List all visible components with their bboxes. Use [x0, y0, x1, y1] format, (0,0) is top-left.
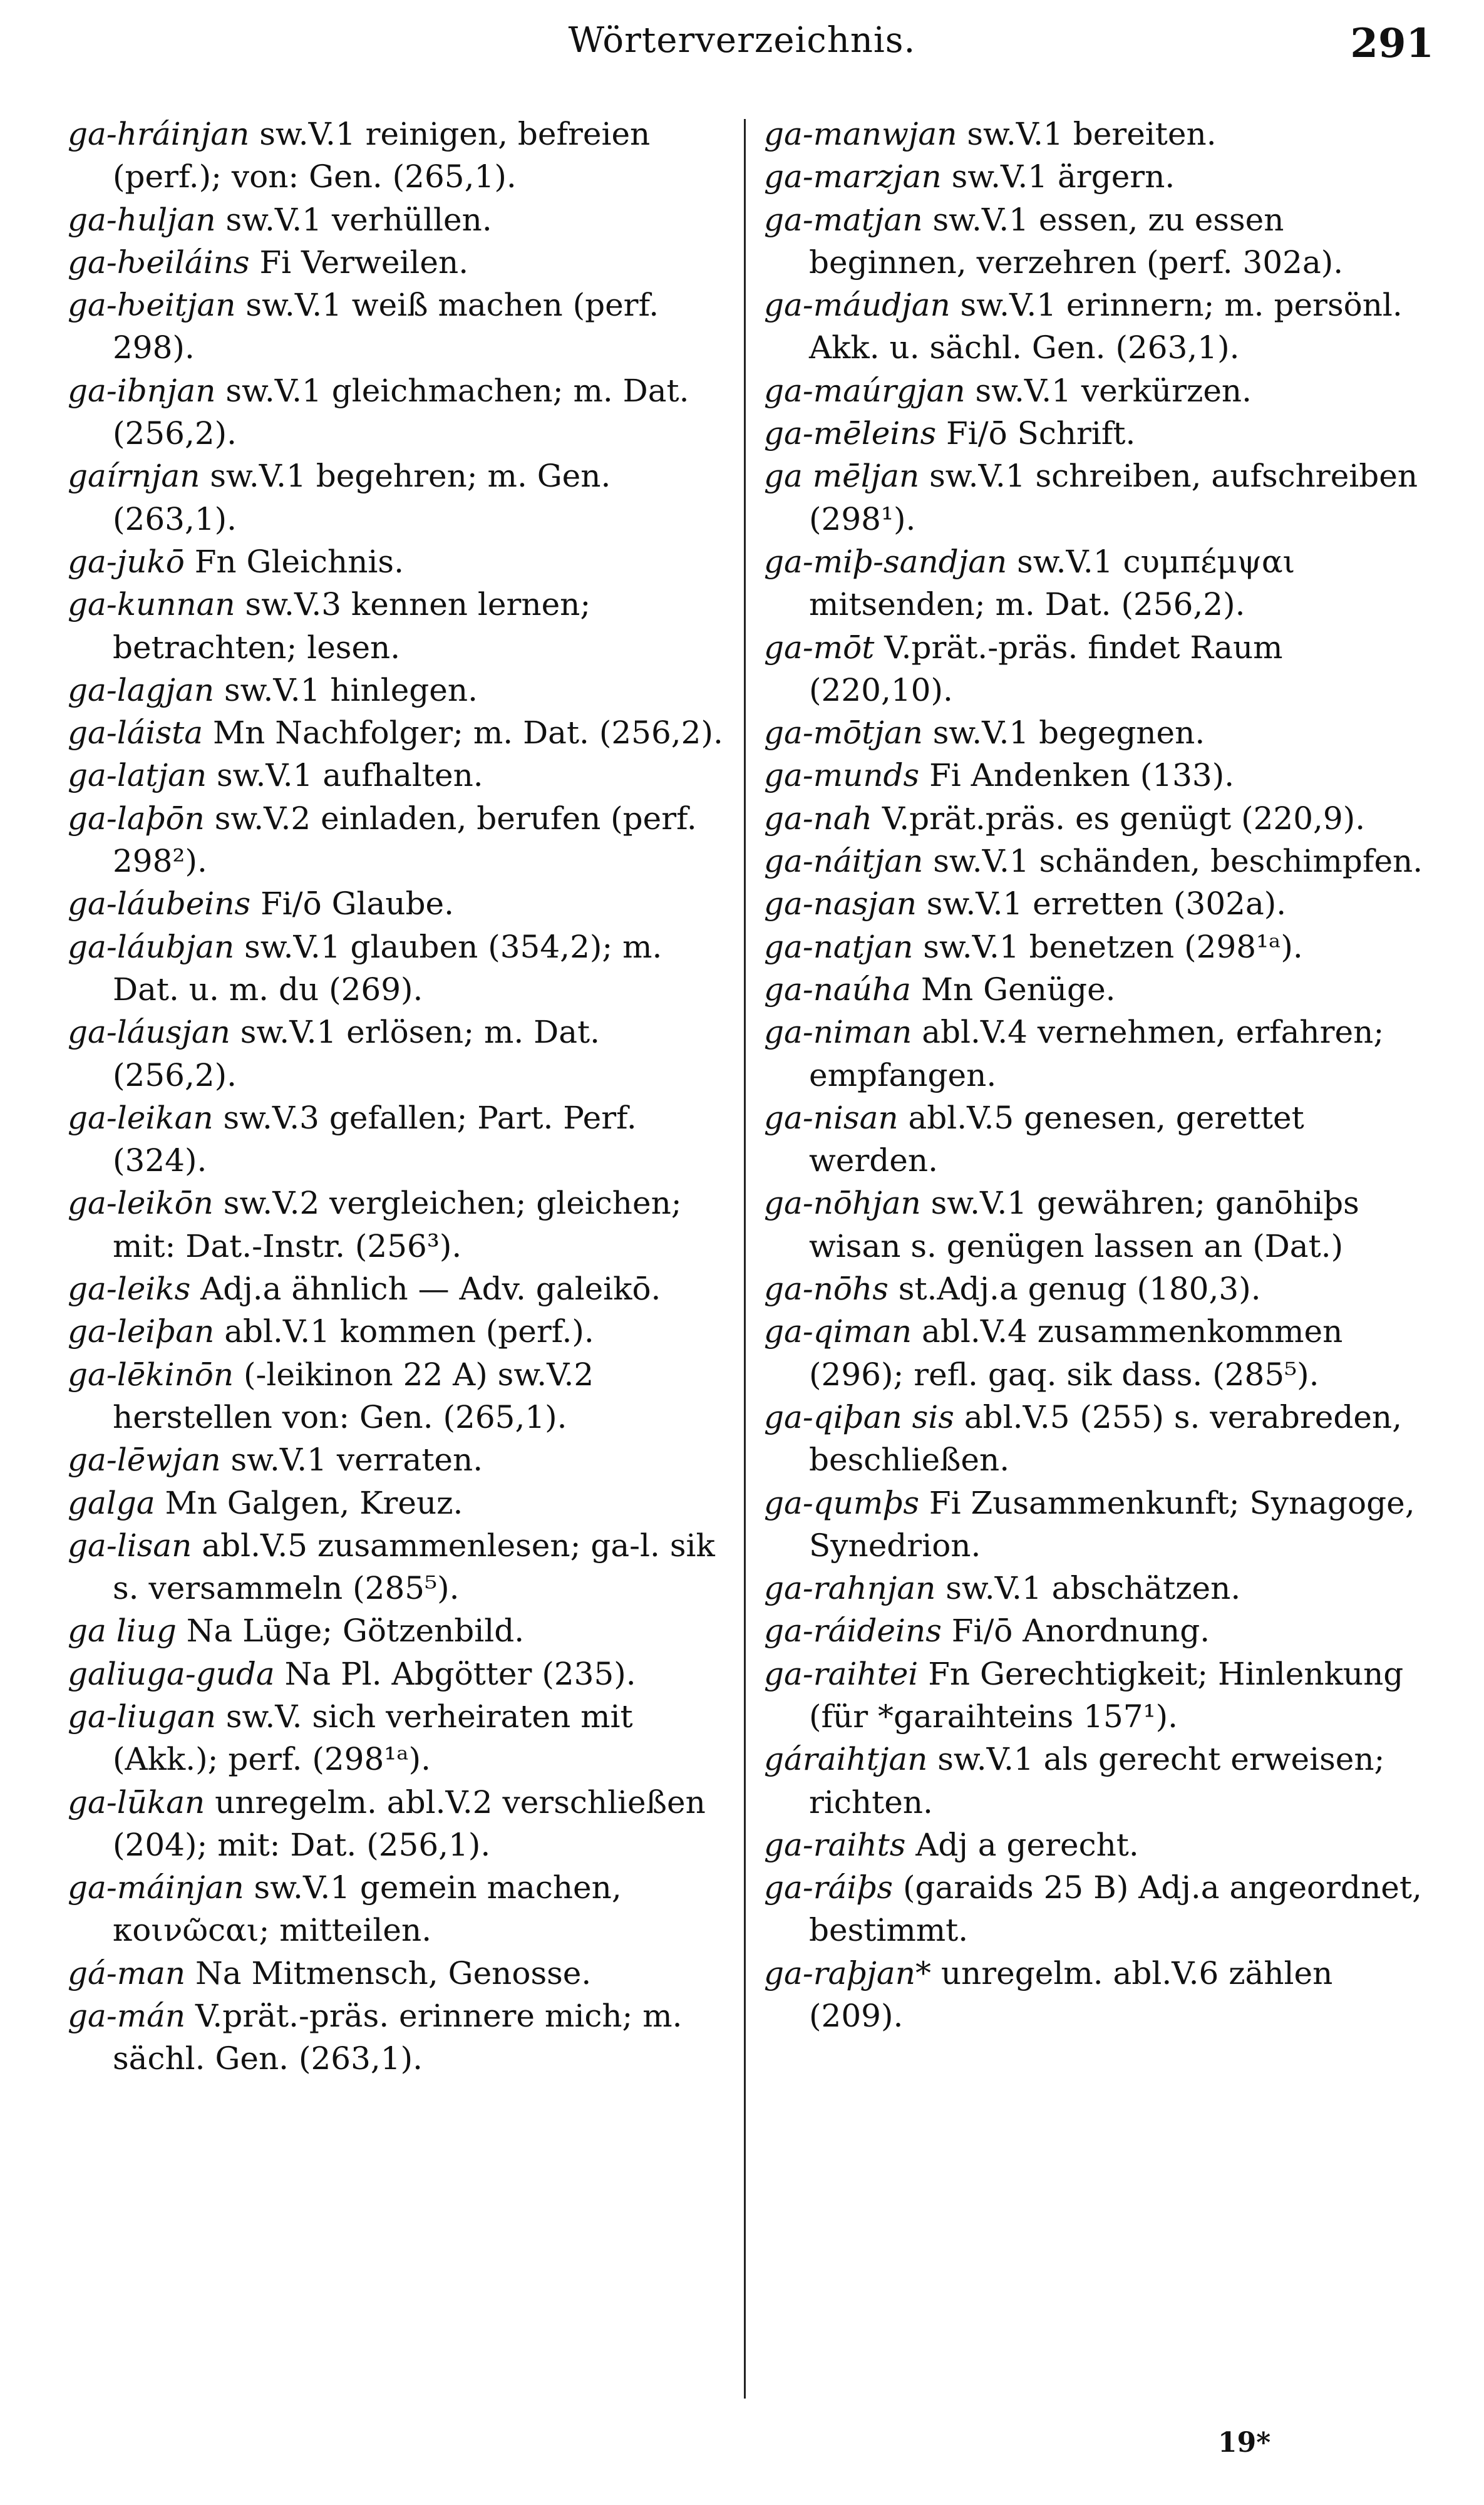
headword: ga-láubeins — [68, 886, 251, 922]
dictionary-entry — [68, 711, 731, 754]
definition: sw.V.1 begehren; m. Gen. (263,1). — [113, 458, 621, 537]
dictionary-entry — [68, 1952, 731, 1995]
headword: ga-lūkan — [68, 1784, 205, 1821]
definition: abl.V.5 (255) s. verabreden, beschließen. — [809, 1398, 1412, 1479]
definition: sw.V.1 weiß machen (perf. 298). — [113, 287, 669, 366]
headword: ga-náitjan — [764, 843, 924, 880]
definition: Na Pl. Abgötter (235). — [274, 1655, 636, 1692]
headword: ga-máudjan — [764, 287, 951, 324]
headword: ga-ibnjan — [68, 372, 216, 409]
headword: ga-ráideins — [764, 1613, 942, 1650]
dictionary-entry — [68, 1097, 731, 1182]
definition: sw.V.1 abschätzen. — [935, 1570, 1241, 1607]
definition: sw.V.1 benetzen (298¹ᵃ). — [913, 928, 1303, 965]
dictionary-entry — [764, 1396, 1428, 1482]
dictionary-entry — [68, 284, 731, 369]
headword: ga liug — [68, 1613, 177, 1650]
headword: ga-matjan — [764, 201, 923, 238]
definition: sw.V.1 schreiben, aufschreiben (298¹). — [809, 458, 1428, 537]
headword: ga-lagjan — [68, 671, 215, 708]
definition: sw.V.1 erinnern; m. persönl. Akk. u. sächl. Gen. (263,1). — [809, 287, 1413, 366]
dictionary-entry — [764, 1824, 1428, 1866]
definition: Fi Zusammenkunft; Synagoge, Synedrion. — [809, 1484, 1425, 1564]
headword: ga-ráiþs — [764, 1869, 894, 1906]
headword: ga-leiþan — [68, 1313, 215, 1350]
dictionary-entry — [764, 1482, 1428, 1568]
definition: Fi/ō Schrift. — [936, 415, 1136, 452]
dictionary-entry — [764, 797, 1428, 840]
definition: sw.V.1 hinlegen. — [214, 671, 478, 708]
definition: sw.V.1 reinigen, befreien (perf.); von: Gen. (265,1). — [113, 116, 661, 195]
definition: Fi Andenken (133). — [919, 757, 1235, 794]
dictionary-entry — [68, 199, 731, 241]
dictionary-entry — [68, 241, 731, 284]
dictionary-entry — [764, 369, 1428, 412]
headword: ga-láista — [68, 715, 204, 752]
headword: ga-munds — [764, 757, 920, 794]
dictionary-entry — [68, 1268, 731, 1310]
headword: ga-mēleins — [764, 415, 937, 452]
page-header — [0, 20, 1484, 76]
headword: ga-nah — [764, 800, 872, 837]
dictionary-entry — [764, 1011, 1428, 1097]
dictionary-entry — [764, 840, 1428, 882]
definition: sw.V.1 aufhalten. — [207, 757, 483, 794]
headword: gá-man — [68, 1955, 186, 1991]
definition: abl.V.1 kommen (perf.). — [214, 1313, 594, 1350]
definition: V.prät.präs. es genügt (220,9). — [872, 800, 1366, 837]
definition: sw.V.1 ärgern. — [941, 158, 1175, 195]
headword: ga-qumþs — [764, 1484, 919, 1521]
definition: abl.V.4 zusammenkommen (296); refl. gaq. sik dass. (285⁵). — [809, 1313, 1353, 1393]
dictionary-entry — [764, 540, 1428, 626]
definition: unregelm. abl.V.6 zählen (209). — [809, 1955, 1343, 2035]
dictionary-entry — [764, 626, 1428, 712]
definition: Adj a gerecht. — [905, 1826, 1139, 1863]
headword: ga-raihtei — [764, 1655, 919, 1692]
dictionary-entry — [68, 669, 731, 711]
dictionary-entry — [764, 284, 1428, 369]
dictionary-entry — [68, 1609, 731, 1652]
dictionary-entry — [764, 1097, 1428, 1182]
dictionary-entry — [764, 1609, 1428, 1652]
headword: ga-rahnjan — [764, 1570, 936, 1607]
dictionary-entry — [764, 1268, 1428, 1310]
headword: ga-naúha — [764, 971, 911, 1008]
headword: ga mēljan — [764, 458, 920, 495]
dictionary-entry — [764, 1567, 1428, 1609]
headword: ga-kunnan — [68, 586, 235, 623]
definition: Fi/ō Glaube. — [250, 886, 455, 922]
definition: sw.V.1 essen, zu essen beginnen, verzehren (perf. 302a). — [809, 201, 1344, 281]
right-column — [764, 113, 1432, 2037]
dictionary-entry — [68, 113, 731, 199]
definition: sw.V.1 verkürzen. — [965, 372, 1252, 409]
definition: sw.V.1 erretten (302a). — [916, 886, 1287, 922]
headword: galiuga-guda — [68, 1655, 275, 1692]
definition: V.prät.-präs. findet Raum (220,10). — [809, 629, 1293, 708]
definition: sw.V.1 gemein machen, κοινῶϲαι; mitteilen. — [113, 1869, 632, 1949]
page-number: 291 — [1350, 20, 1434, 67]
dictionary-entry — [68, 1995, 731, 2080]
headword: ga-lēkinōn — [68, 1356, 234, 1393]
headword: ga-lēwjan — [68, 1442, 221, 1479]
dictionary-entry — [764, 1182, 1428, 1268]
dictionary-entry — [764, 1653, 1428, 1738]
definition: sw.V.1 ϲυμπέμψαι mitsenden; m. Dat. (256,2). — [809, 543, 1306, 623]
definition: sw.V.3 kennen lernen; betrachten; lesen. — [113, 586, 601, 666]
dictionary-entry — [68, 1353, 731, 1439]
dictionary-entry — [68, 882, 731, 925]
headword: ga-láusjan — [68, 1014, 230, 1051]
dictionary-entry — [68, 754, 731, 797]
headword: galga — [68, 1484, 155, 1521]
signature-mark: 19* — [1218, 2427, 1271, 2459]
definition: sw.V.1 gleichmachen; m. Dat. (256,2). — [113, 372, 699, 452]
definition: Mn Genüge. — [910, 971, 1116, 1008]
definition: unregelm. abl.V.2 verschließen (204); mit: Dat. (256,1). — [113, 1784, 716, 1863]
headword: ga-marzjan — [764, 158, 942, 195]
definition: sw.V.1 bereiten. — [957, 116, 1217, 152]
dictionary-entry — [764, 155, 1428, 198]
dictionary-entry — [68, 926, 731, 1011]
headword: ga-máinjan — [68, 1869, 244, 1906]
headword: ga-nasjan — [764, 886, 917, 922]
headword: ga-mán — [68, 1998, 186, 2035]
dictionary-entry — [68, 369, 731, 455]
running-title: Wörterverzeichnis. — [568, 20, 916, 61]
headword: ga-lisan — [68, 1527, 192, 1564]
dictionary-entry — [68, 1695, 731, 1781]
headword: gaírnjan — [68, 458, 200, 495]
headword: ga-latjan — [68, 757, 207, 794]
definition: Na Mitmensch, Genosse. — [185, 1955, 592, 1991]
headword: ga-nōhjan — [764, 1185, 921, 1222]
dictionary-entry — [764, 1738, 1428, 1824]
definition: abl.V.5 genesen, gerettet werden. — [809, 1099, 1314, 1179]
headword: ga-mōtjan — [764, 715, 923, 752]
definition: V.prät.-präs. erinnere mich; m. sächl. Gen. (263,1). — [113, 1998, 693, 2077]
definition: sw.V.1 schänden, beschimpfen. — [923, 843, 1423, 880]
dictionary-entry — [764, 1952, 1428, 2038]
definition: sw.V.3 gefallen; Part. Perf. (324). — [113, 1099, 647, 1179]
headword: ga-liugan — [68, 1698, 216, 1735]
dictionary-entry — [764, 412, 1428, 455]
definition: sw.V.1 verraten. — [220, 1442, 483, 1479]
headword: gáraihtjan — [764, 1741, 928, 1778]
definition: abl.V.4 vernehmen, erfahren; empfangen. — [809, 1014, 1394, 1093]
headword: ga-jukō — [68, 543, 185, 580]
headword: ga-natjan — [764, 928, 914, 965]
definition: sw.V.1 gewähren; ganōhiþs wisan s. genügen lassen an (Dat.) — [809, 1185, 1369, 1264]
headword: ga-ƕeitjan — [68, 287, 236, 324]
dictionary-entry — [68, 540, 731, 583]
headword: ga-leikōn — [68, 1185, 214, 1222]
definition: Fi/ō Anordnung. — [941, 1613, 1210, 1650]
headword: ga-hráinjan — [68, 116, 250, 152]
definition: sw.V. sich verheiraten mit (Akk.); perf. (298¹ᵃ). — [113, 1698, 643, 1778]
headword: ga-laþōn — [68, 800, 205, 837]
dictionary-entry — [68, 1524, 731, 1610]
headword: ga-manwjan — [764, 116, 957, 152]
dictionary-entry — [68, 1182, 731, 1268]
definition: Mn Galgen, Kreuz. — [155, 1484, 463, 1521]
definition: Na Lüge; Götzenbild. — [176, 1613, 525, 1650]
definition: (-leikinon 22 A) sw.V.2 herstellen von: Gen. (265,1). — [113, 1356, 604, 1435]
headword: ga-mōt — [764, 629, 875, 666]
definition: sw.V.1 glauben (354,2); m. Dat. u. m. du (269). — [113, 928, 672, 1008]
headword: ga-qiman — [764, 1313, 912, 1350]
dictionary-entry — [764, 1310, 1428, 1396]
dictionary-entry — [764, 199, 1428, 284]
definition: Adj.a ähnlich — Adv. galeikō. — [190, 1271, 661, 1308]
headword: ga-qiþan sis — [764, 1398, 954, 1435]
definition: Fn Gleichnis. — [184, 543, 404, 580]
definition: st.Adj.a genug (180,3). — [888, 1271, 1261, 1308]
definition: sw.V.2 vergleichen; gleichen; mit: Dat.-Instr. (256³). — [113, 1185, 692, 1264]
definition: Fi Verweilen. — [249, 244, 469, 281]
dictionary-entry — [764, 882, 1428, 925]
dictionary-entry — [68, 1653, 731, 1695]
definition: Fn Gerechtigkeit; Hinlenkung (für *garaihteins 157¹). — [809, 1655, 1414, 1735]
dictionary-entry — [764, 754, 1428, 797]
column-divider — [744, 119, 746, 2399]
headword: ga-miþ-sandjan — [764, 543, 1007, 580]
dictionary-entry — [68, 455, 731, 540]
dictionary-entry — [764, 968, 1428, 1011]
definition: Mn Nachfolger; m. Dat. (256,2). — [203, 715, 723, 752]
dictionary-entry — [68, 1438, 731, 1481]
dictionary-entry — [764, 1866, 1432, 1952]
headword: ga-niman — [764, 1014, 912, 1051]
definition: sw.V.1 als gerecht erweisen; richten. — [809, 1741, 1395, 1821]
headword: ga-nōhs — [764, 1271, 889, 1308]
definition: abl.V.5 zusammenlesen; ga-l. sik s. versammeln (285⁵). — [113, 1527, 725, 1607]
headword: ga-leikan — [68, 1099, 214, 1136]
left-column — [68, 113, 731, 2080]
dictionary-entry — [68, 1781, 731, 1867]
dictionary-entry — [68, 797, 731, 883]
headword: ga-raihts — [764, 1826, 906, 1863]
headword: ga-raþjan* — [764, 1955, 931, 1991]
dictionary-entry — [68, 1482, 731, 1524]
headword: ga-nisan — [764, 1099, 899, 1136]
headword: ga-huljan — [68, 201, 216, 238]
headword: ga-ƕeiláins — [68, 244, 250, 281]
definition: sw.V.1 verhüllen. — [215, 201, 492, 238]
headword: ga-láubjan — [68, 928, 235, 965]
dictionary-entry — [764, 113, 1428, 155]
definition: (garaids 25 B) Adj.a angeordnet, bestimmt. — [809, 1869, 1432, 1949]
definition: sw.V.2 einladen, berufen (perf. 298²). — [113, 800, 707, 880]
dictionary-entry — [764, 455, 1428, 540]
definition: sw.V.1 erlösen; m. Dat. (256,2). — [113, 1014, 610, 1093]
dictionary-entry — [764, 711, 1428, 754]
dictionary-entry — [68, 583, 731, 669]
dictionary-entry — [68, 1866, 731, 1952]
dictionary-entry — [68, 1310, 731, 1353]
headword: ga-maúrgjan — [764, 372, 966, 409]
definition: sw.V.1 begegnen. — [922, 715, 1205, 752]
headword: ga-leiks — [68, 1271, 191, 1308]
dictionary-entry — [68, 1011, 731, 1097]
dictionary-entry — [764, 926, 1428, 968]
